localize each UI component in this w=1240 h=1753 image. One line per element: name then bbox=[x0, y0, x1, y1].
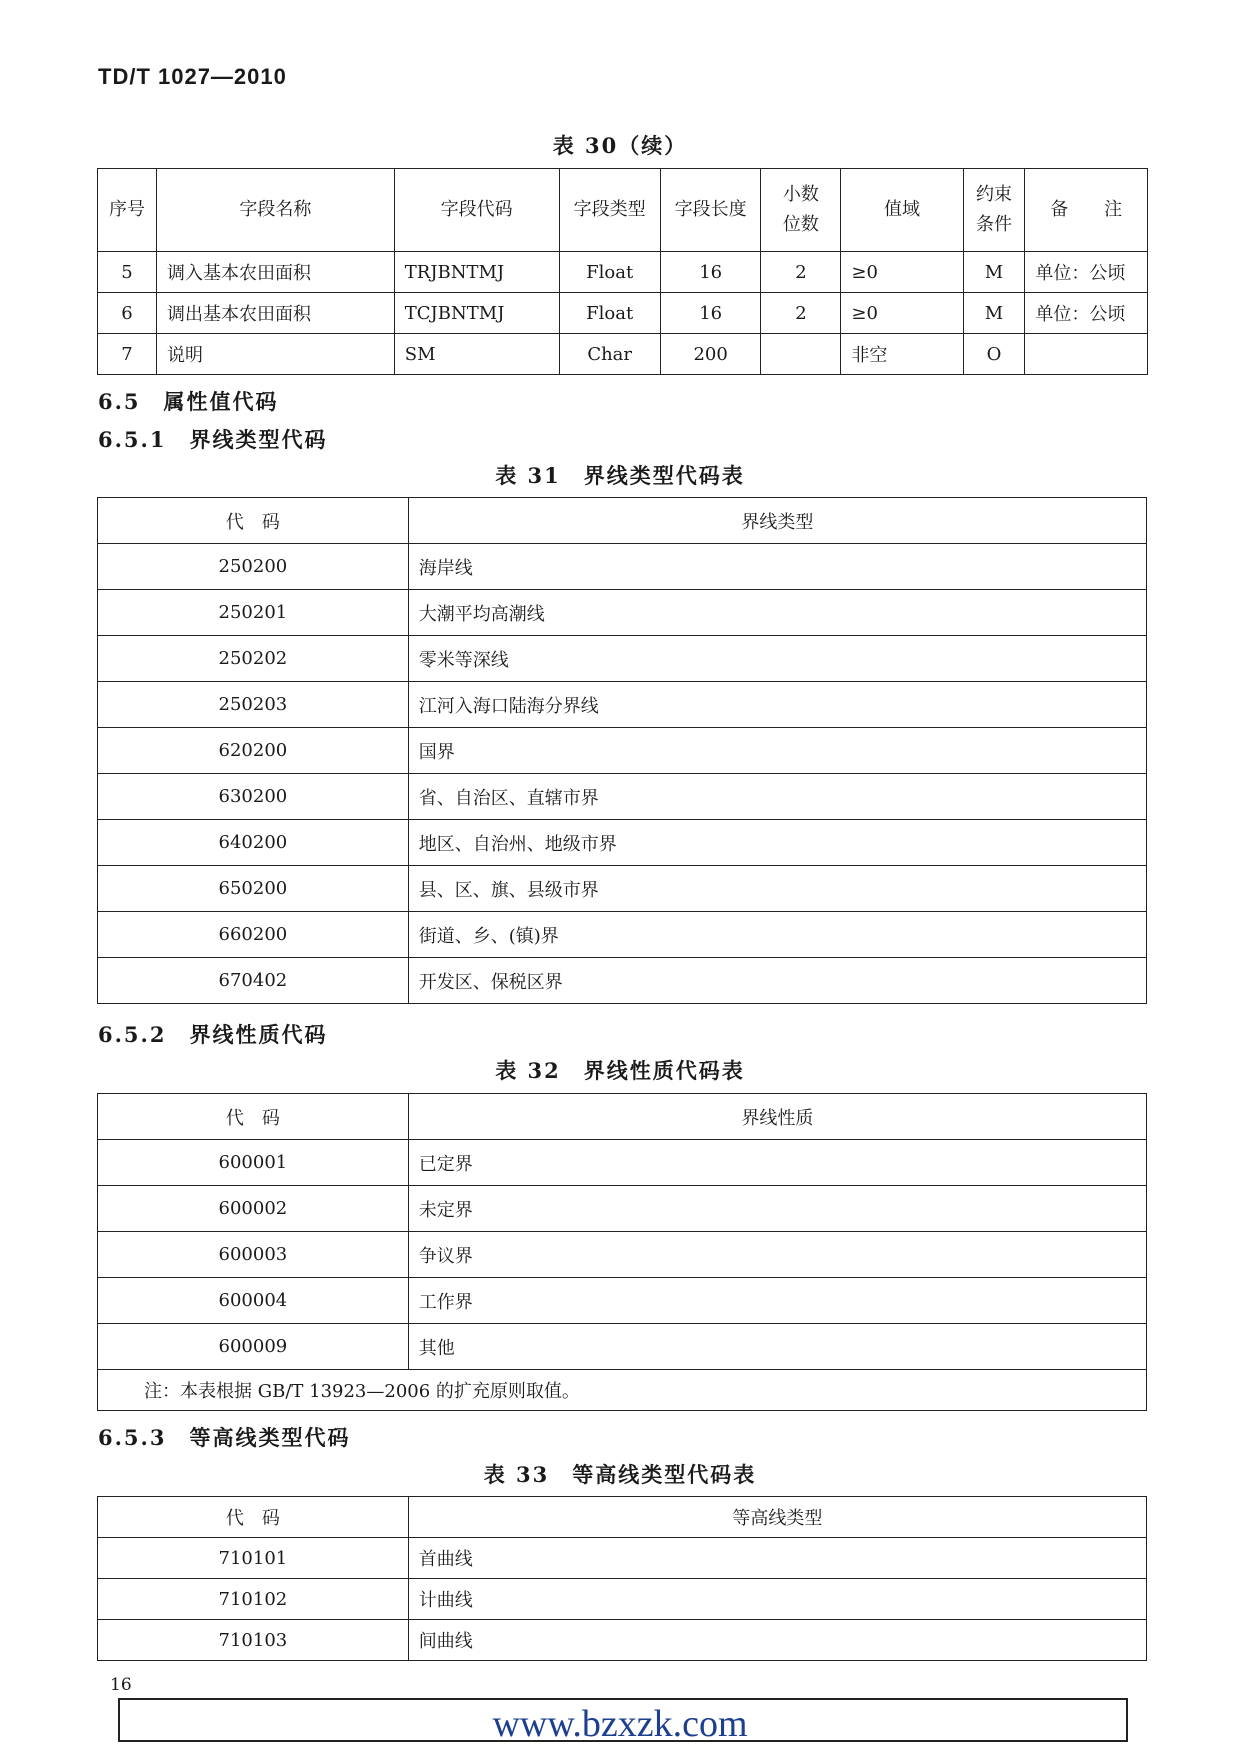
table-row bbox=[98, 334, 1148, 375]
code-cell: 600001 bbox=[98, 1140, 409, 1186]
table-row bbox=[98, 544, 1147, 590]
section-heading-6-5-1: 6.5.1 界线类型代码 bbox=[98, 427, 328, 452]
nature-cell: 已定界 bbox=[408, 1140, 1146, 1186]
table-cell: 7 bbox=[98, 334, 157, 375]
table-cell: SM bbox=[394, 334, 559, 375]
table31-header-row bbox=[98, 498, 1147, 544]
table-row bbox=[98, 1538, 1147, 1579]
table-cell: 6 bbox=[98, 293, 157, 334]
table-cell: M bbox=[963, 293, 1025, 334]
table-row bbox=[98, 1278, 1147, 1324]
nature-cell: 其他 bbox=[408, 1324, 1146, 1370]
table-header-cell: 字段长度 bbox=[660, 169, 761, 252]
code-cell: 250201 bbox=[98, 590, 409, 636]
table-cell: 2 bbox=[761, 293, 841, 334]
nature-cell: 未定界 bbox=[408, 1186, 1146, 1232]
table-cell: Float bbox=[559, 293, 660, 334]
table30-header-row bbox=[98, 169, 1148, 252]
table-cell: 16 bbox=[660, 293, 761, 334]
table-row bbox=[98, 293, 1148, 334]
table-header-cell: 小数 位数 bbox=[761, 169, 841, 252]
type-cell: 江河入海口陆海分界线 bbox=[408, 682, 1146, 728]
table-header-cell: 备 注 bbox=[1025, 169, 1148, 252]
code-cell: 600004 bbox=[98, 1278, 409, 1324]
table-header-cell: 字段代码 bbox=[394, 169, 559, 252]
table-row bbox=[98, 1186, 1147, 1232]
table-cell bbox=[1025, 334, 1148, 375]
code-cell: 250203 bbox=[98, 682, 409, 728]
table-cell: 调出基本农田面积 bbox=[156, 293, 394, 334]
table-header-cell: 等高线类型 bbox=[408, 1497, 1146, 1538]
table-cell: 200 bbox=[660, 334, 761, 375]
nature-cell: 工作界 bbox=[408, 1278, 1146, 1324]
section-heading-6-5-2: 6.5.2 界线性质代码 bbox=[98, 1022, 328, 1047]
table31 bbox=[97, 497, 1147, 1004]
table-cell: Float bbox=[559, 252, 660, 293]
table-header-cell: 约束 条件 bbox=[963, 169, 1025, 252]
table-row bbox=[98, 820, 1147, 866]
table-header-cell: 值域 bbox=[841, 169, 963, 252]
type-cell: 国界 bbox=[408, 728, 1146, 774]
table30 bbox=[97, 168, 1148, 375]
contour-type-cell: 计曲线 bbox=[408, 1579, 1146, 1620]
code-cell: 640200 bbox=[98, 820, 409, 866]
table-cell: ≥0 bbox=[841, 252, 963, 293]
table-note-row bbox=[98, 1370, 1147, 1411]
table-header-cell: 代 码 bbox=[98, 498, 409, 544]
type-cell: 大潮平均高潮线 bbox=[408, 590, 1146, 636]
table30-caption: 表 30（续） bbox=[552, 133, 688, 158]
code-cell: 710101 bbox=[98, 1538, 409, 1579]
code-cell: 660200 bbox=[98, 912, 409, 958]
table-cell: 单位：公顷 bbox=[1025, 252, 1148, 293]
table-row bbox=[98, 728, 1147, 774]
table-row bbox=[98, 912, 1147, 958]
table-row bbox=[98, 1620, 1147, 1661]
table33-header-row bbox=[98, 1497, 1147, 1538]
table-cell: 16 bbox=[660, 252, 761, 293]
table-cell: O bbox=[963, 334, 1025, 375]
page-number: 16 bbox=[110, 1675, 132, 1695]
contour-type-cell: 间曲线 bbox=[408, 1620, 1146, 1661]
code-cell: 710102 bbox=[98, 1579, 409, 1620]
type-cell: 街道、乡、(镇)界 bbox=[408, 912, 1146, 958]
standard-code: TD/T 1027—2010 bbox=[98, 64, 287, 89]
table-header-cell: 字段名称 bbox=[156, 169, 394, 252]
code-cell: 250202 bbox=[98, 636, 409, 682]
table32-header-row bbox=[98, 1094, 1147, 1140]
code-cell: 670402 bbox=[98, 958, 409, 1004]
code-cell: 250200 bbox=[98, 544, 409, 590]
table-row bbox=[98, 866, 1147, 912]
table-cell: 单位：公顷 bbox=[1025, 293, 1148, 334]
table-cell: Char bbox=[559, 334, 660, 375]
code-cell: 710103 bbox=[98, 1620, 409, 1661]
table-cell: 说明 bbox=[156, 334, 394, 375]
table-cell: 非空 bbox=[841, 334, 963, 375]
table-header-cell: 序号 bbox=[98, 169, 157, 252]
table32 bbox=[97, 1093, 1147, 1411]
table-header-cell: 代 码 bbox=[98, 1094, 409, 1140]
code-cell: 630200 bbox=[98, 774, 409, 820]
table32-caption: 表 32 界线性质代码表 bbox=[495, 1058, 745, 1083]
table33-caption: 表 33 等高线类型代码表 bbox=[483, 1462, 757, 1487]
table-cell: ≥0 bbox=[841, 293, 963, 334]
type-cell: 零米等深线 bbox=[408, 636, 1146, 682]
table33 bbox=[97, 1496, 1147, 1661]
table-row bbox=[98, 682, 1147, 728]
section-heading-6-5: 6.5 属性值代码 bbox=[98, 389, 279, 414]
table-row bbox=[98, 252, 1148, 293]
table-cell: 调入基本农田面积 bbox=[156, 252, 394, 293]
website-link[interactable]: www.bzxzk.com bbox=[492, 1703, 748, 1745]
nature-cell: 争议界 bbox=[408, 1232, 1146, 1278]
table-cell: M bbox=[963, 252, 1025, 293]
type-cell: 海岸线 bbox=[408, 544, 1146, 590]
table-cell: TCJBNTMJ bbox=[394, 293, 559, 334]
table-header-cell: 界线性质 bbox=[408, 1094, 1146, 1140]
table-row bbox=[98, 1579, 1147, 1620]
table-row bbox=[98, 774, 1147, 820]
type-cell: 省、自治区、直辖市界 bbox=[408, 774, 1146, 820]
table-header-cell: 界线类型 bbox=[408, 498, 1146, 544]
table-note: 注：本表根据 GB/T 13923—2006 的扩充原则取值。 bbox=[98, 1370, 1147, 1411]
table-cell: 5 bbox=[98, 252, 157, 293]
table-row bbox=[98, 958, 1147, 1004]
table-row bbox=[98, 636, 1147, 682]
code-cell: 600002 bbox=[98, 1186, 409, 1232]
table-row bbox=[98, 590, 1147, 636]
contour-type-cell: 首曲线 bbox=[408, 1538, 1146, 1579]
table31-caption: 表 31 界线类型代码表 bbox=[495, 463, 745, 488]
code-cell: 650200 bbox=[98, 866, 409, 912]
type-cell: 县、区、旗、县级市界 bbox=[408, 866, 1146, 912]
table-row bbox=[98, 1140, 1147, 1186]
table-cell bbox=[761, 334, 841, 375]
code-cell: 620200 bbox=[98, 728, 409, 774]
table-cell: TRJBNTMJ bbox=[394, 252, 559, 293]
table-header-cell: 代 码 bbox=[98, 1497, 409, 1538]
table-row bbox=[98, 1232, 1147, 1278]
table-cell: 2 bbox=[761, 252, 841, 293]
type-cell: 地区、自治州、地级市界 bbox=[408, 820, 1146, 866]
section-heading-6-5-3: 6.5.3 等高线类型代码 bbox=[98, 1425, 351, 1450]
table-header-cell: 字段类型 bbox=[559, 169, 660, 252]
table-row bbox=[98, 1324, 1147, 1370]
code-cell: 600003 bbox=[98, 1232, 409, 1278]
code-cell: 600009 bbox=[98, 1324, 409, 1370]
type-cell: 开发区、保税区界 bbox=[408, 958, 1146, 1004]
